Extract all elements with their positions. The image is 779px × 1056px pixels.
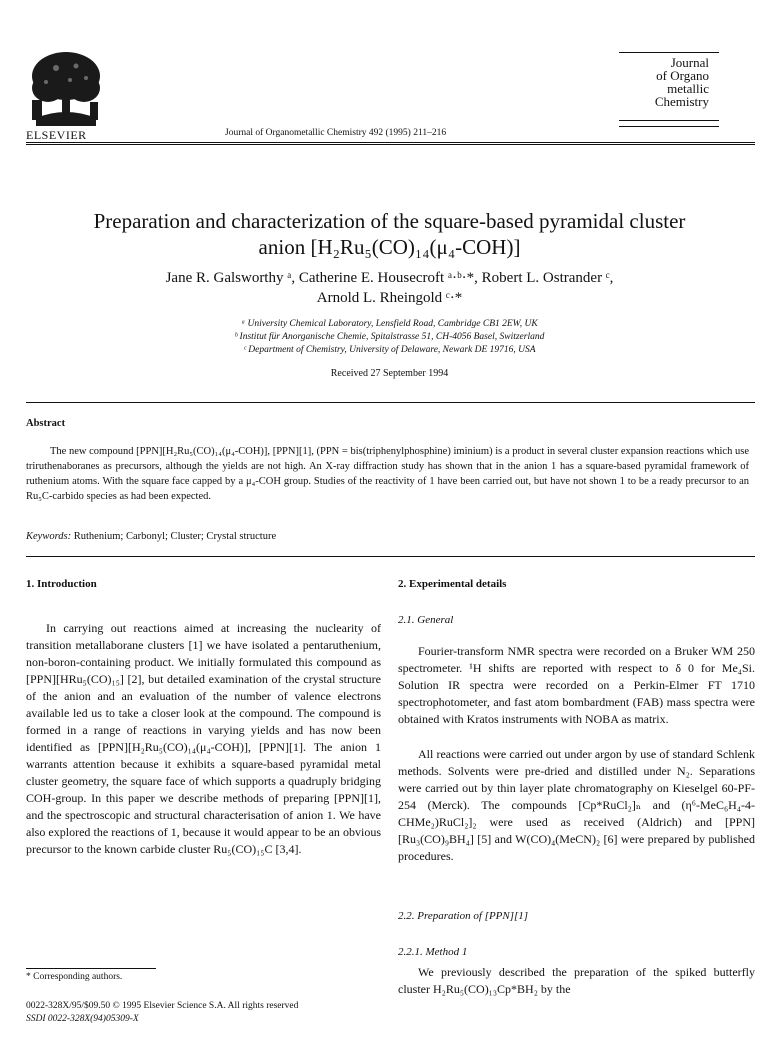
subsection-heading-method-1: 2.2.1. Method 1 bbox=[398, 946, 468, 958]
subsection-heading-general: 2.1. General bbox=[398, 614, 454, 626]
copyright-line: SSDI 0022-328X(94)05309-X bbox=[26, 1014, 139, 1024]
general-paragraph-2: All reactions were carried out under argon by use of standard Schlenk methods. Solvents were pre-dried and distilled under N₂. Separations were carried out by thin layer plate chromatography on Kieselgel 60-PF-254 (Merck). The compounds [Cp*RuCl₂]ₙ and (η⁶-MeC₆H₄-4-CHMe₂)RuCl₂]₂ were used as received (Aldrich) and [PPN][Ru₃(CO)₉BH₄] [5] and W(CO)₄(MeCN)₂ [6] were prepared by published procedures. bbox=[398, 747, 755, 863]
introduction-text: In carrying out reactions aimed at increasing the nuclearity of transition metallaborane clusters [1] we have isolated a pentaruthenium, non-boron-containing product. We initially formulated this compound as [PPN][HRu₅(CO)₁₅] [2], but detailed examination of the crystal structure of the anion and an evaluation of the number of valence electrons available led us to take a closer look at the compound. The compound is formed in a range of reactions in varying yields and has now been identified as [PPN][H₂Ru₅(CO)₁₄(μ₄-COH)], [PPN][1]. The anion 1 warrants attention because it exhibits a square-based pyramidal metal cluster geometry, the square face of which supports a quadruply bridging COH-group. In this paper we describe methods of preparing [PPN][1], and the spectroscopic and structural characterisation of anion 1. We have also explored the reactions of 1, because it would appear to be an obvious precursor to the known carbide cluster Ru₅(CO)₁₅C [3,4]. bbox=[26, 621, 381, 856]
general-paragraph-1: Fourier-transform NMR spectra were recorded on a Bruker WM 250 spectrometer. ¹H shifts are reported with respect to δ 0 for Me₄Si. Solution IR spectra were recorded on a Perkin-Elmer FT 1710 spectrophotometer, and fast atom bombardment (FAB) mass spectra were obtained with Kratos instruments with NOBA as matrix. bbox=[398, 644, 755, 726]
journal-logo-line: metallic bbox=[667, 81, 709, 96]
keywords bbox=[26, 531, 276, 542]
method-1-paragraph: We previously described the preparation of the spiked butterfly cluster H₂Ru₅(CO)₁₃Cp*BH₂ by the bbox=[398, 965, 755, 996]
affiliations bbox=[40, 318, 739, 357]
section-heading-experimental: 2. Experimental details bbox=[398, 578, 507, 590]
abstract-text: The new compound [PPN][H₂Ru₅(CO)₁₄(μ₄-COH)], [PPN][1], (PPN = bis(triphenylphosphine) iminium) is a product in several cluster expansion reactions which use triruthenaboranes as precursors, although the yields are not high. An X-ray diffraction study has shown that in the anion 1 has a square-based pyramidal framework of ruthenium atoms. With the square face capped by a μ₄-COH group. Studies of the reactivity of 1 have been carried out, but have not shown 1 to be a ready precursor to an Ru₅C-carbido species as had been expected. bbox=[26, 446, 749, 502]
title-line: anion [H₂Ru₅(CO)₁₄(μ₄-COH)] bbox=[258, 235, 521, 259]
header-rule bbox=[26, 144, 755, 145]
header-rule bbox=[26, 142, 755, 143]
section-heading-introduction: 1. Introduction bbox=[26, 578, 97, 590]
elsevier-tree-logo bbox=[26, 48, 106, 126]
journal-logo-line: of Organo bbox=[656, 68, 709, 83]
affiliation: ᵃ University Chemical Laboratory, Lensfield Road, Cambridge CB1 2EW, UK bbox=[241, 319, 538, 329]
journal-citation: Journal of Organometallic Chemistry 492 (1995) 211–216 bbox=[225, 128, 447, 138]
abstract-heading: Abstract bbox=[26, 418, 66, 429]
received-date: Received 27 September 1994 bbox=[330, 368, 449, 379]
journal-logo bbox=[629, 56, 709, 126]
keywords-label: Keywords: bbox=[26, 531, 72, 542]
journal-logo-line: Chemistry bbox=[654, 94, 709, 109]
copyright-line: 0022-328X/95/$09.50 © 1995 Elsevier Science S.A. All rights reserved bbox=[26, 1001, 299, 1011]
publisher-name: ELSEVIER bbox=[26, 128, 87, 142]
affiliation: ᶜ Department of Chemistry, University of Delaware, Newark DE 19716, USA bbox=[243, 345, 536, 355]
author-list bbox=[40, 268, 739, 308]
affiliation: ᵇ Institut für Anorganische Chemie, Spitalstrasse 51, CH-4056 Basel, Switzerland bbox=[234, 332, 545, 342]
divider bbox=[26, 556, 755, 557]
title-line: Preparation and characterization of the square-based pyramidal cluster bbox=[93, 209, 686, 233]
subsection-heading-preparation: 2.2. Preparation of [PPN][1] bbox=[398, 910, 529, 922]
keywords-text: Ruthenium; Carbonyl; Cluster; Crystal structure bbox=[73, 531, 277, 542]
authors-line: Arnold L. Rheingold ᶜ·* bbox=[316, 290, 463, 306]
copyright bbox=[26, 1000, 426, 1026]
authors-line: Jane R. Galsworthy ᵃ, Catherine E. Housecroft ᵃ·ᵇ·*, Robert L. Ostrander ᶜ, bbox=[165, 270, 614, 286]
journal-logo-line: Journal bbox=[670, 55, 709, 70]
article-title bbox=[30, 208, 749, 260]
divider bbox=[26, 402, 755, 403]
footnote: * Corresponding authors. bbox=[26, 972, 123, 982]
footnote-rule bbox=[26, 968, 156, 969]
